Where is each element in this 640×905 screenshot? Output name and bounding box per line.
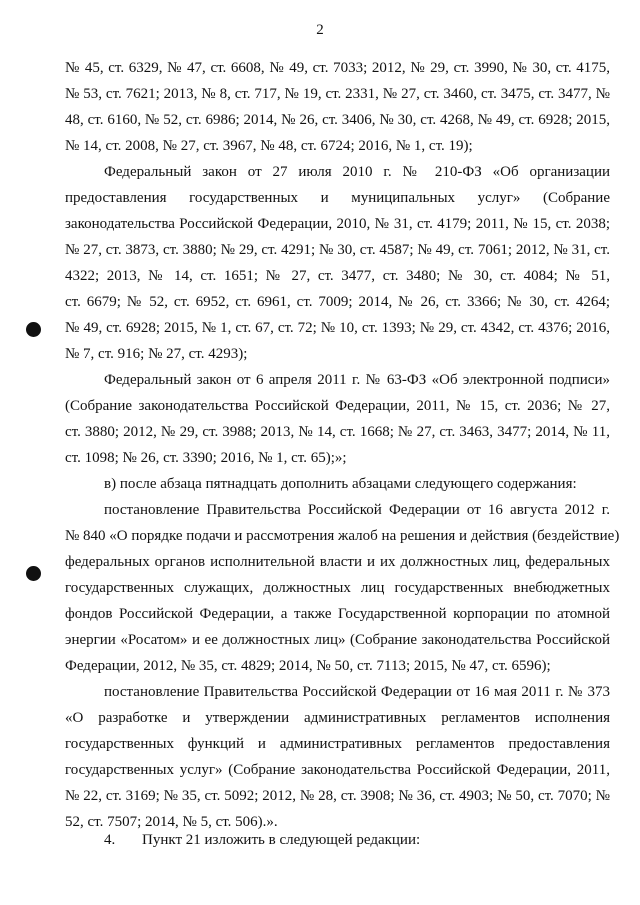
item-number: 4. bbox=[104, 832, 116, 848]
text-line: № 45, ст. 6329, № 47, ст. 6608, № 49, ст. 7033; 2012, № 29, ст. 3990, № 30, ст. 4175, bbox=[65, 60, 610, 76]
margin-bullet-mark bbox=[26, 566, 41, 581]
text-line: постановление Правительства Российской Федерации от 16 мая 2011 г. № 373 bbox=[104, 684, 610, 700]
text-line: (Собрание законодательства Российской Федерации, 2011, № 15, ст. 2036; № 27, bbox=[65, 398, 610, 414]
text-line: № 49, ст. 6928; 2015, № 1, ст. 67, ст. 72; № 10, ст. 1393; № 29, ст. 4342, ст. 4376; 2016, bbox=[65, 320, 610, 336]
text-line: постановление Правительства Российской Федерации от 16 августа 2012 г. bbox=[104, 502, 610, 518]
text-line: фондов Российской Федерации, а также Государственной корпорации по атомной bbox=[65, 606, 610, 622]
text-line: ст. 3880; 2012, № 29, ст. 3988; 2013, № 14, ст. 1668; № 27, ст. 3463, 3477; 2014, № 11, bbox=[65, 424, 610, 440]
text-line: 48, ст. 6160, № 52, ст. 6986; 2014, № 26, ст. 3406, № 30, ст. 4268, № 49, ст. 6928; 2015, bbox=[65, 112, 610, 128]
page-number: 2 bbox=[316, 22, 324, 38]
item-text: Пункт 21 изложить в следующей редакции: bbox=[142, 832, 421, 848]
text-line: № 7, ст. 916; № 27, ст. 4293); bbox=[65, 346, 248, 362]
text-line: Федеральный закон от 6 апреля 2011 г. № 63-ФЗ «Об электронной подписи» bbox=[104, 372, 610, 388]
text-line: № 22, ст. 3169; № 35, ст. 5092; 2012, № 28, ст. 3908; № 36, ст. 4903; № 50, ст. 7070; № bbox=[65, 788, 610, 804]
text-line: энергии «Росатом» и ее должностных лиц» (Собрание законодательства Российской bbox=[65, 632, 610, 648]
text-line: государственных услуг» (Собрание законодательства Российской Федерации, 2011, bbox=[65, 762, 610, 778]
text-line: Федерации, 2012, № 35, ст. 4829; 2014, № 50, ст. 7113; 2015, № 47, ст. 6596); bbox=[65, 658, 551, 674]
text-line: № 840 «О порядке подачи и рассмотрения жалоб на решения и действия (бездействие) bbox=[65, 528, 620, 544]
text-line: ст. 6679; № 52, ст. 6952, ст. 6961, ст. 7009; 2014, № 26, ст. 3366; № 30, ст. 4264; bbox=[65, 294, 610, 310]
text-line: 52, ст. 7507; 2014, № 5, ст. 506).». bbox=[65, 814, 278, 830]
text-line: государственных служащих, должностных лиц государственных внебюджетных bbox=[65, 580, 610, 596]
text-line: законодательства Российской Федерации, 2010, № 31, ст. 4179; 2011, № 15, ст. 2038; bbox=[65, 216, 610, 232]
text-line: № 14, ст. 2008, № 27, ст. 3967, № 48, ст. 6724; 2016, № 1, ст. 19); bbox=[65, 138, 473, 154]
text-line: в) после абзаца пятнадцать дополнить абзацами следующего содержания: bbox=[104, 476, 577, 492]
text-line: № 27, ст. 3873, ст. 3880; № 29, ст. 4291; № 30, ст. 4587; № 49, ст. 7061; 2012, № 31, ст. bbox=[65, 242, 610, 258]
text-line: предоставления государственных и муниципальных услуг» (Собрание bbox=[65, 190, 610, 206]
text-line: федеральных органов исполнительной власти и их должностных лиц, федеральных bbox=[65, 554, 610, 570]
margin-bullet-mark bbox=[26, 322, 41, 337]
text-line: 4322; 2013, № 14, ст. 1651; № 27, ст. 3477, ст. 3480; № 30, ст. 4084; № 51, bbox=[65, 268, 610, 284]
text-line: Федеральный закон от 27 июля 2010 г. № 210-ФЗ «Об организации bbox=[104, 164, 610, 180]
text-line: № 53, ст. 7621; 2013, № 8, ст. 717, № 19, ст. 2331, № 27, ст. 3460, ст. 3475, ст. 3477, № bbox=[65, 86, 610, 102]
text-line: «О разработке и утверждении административных регламентов исполнения bbox=[65, 710, 610, 726]
text-line: государственных функций и административных регламентов предоставления bbox=[65, 736, 610, 752]
text-line: ст. 1098; № 26, ст. 3390; 2016, № 1, ст. 65);»; bbox=[65, 450, 347, 466]
